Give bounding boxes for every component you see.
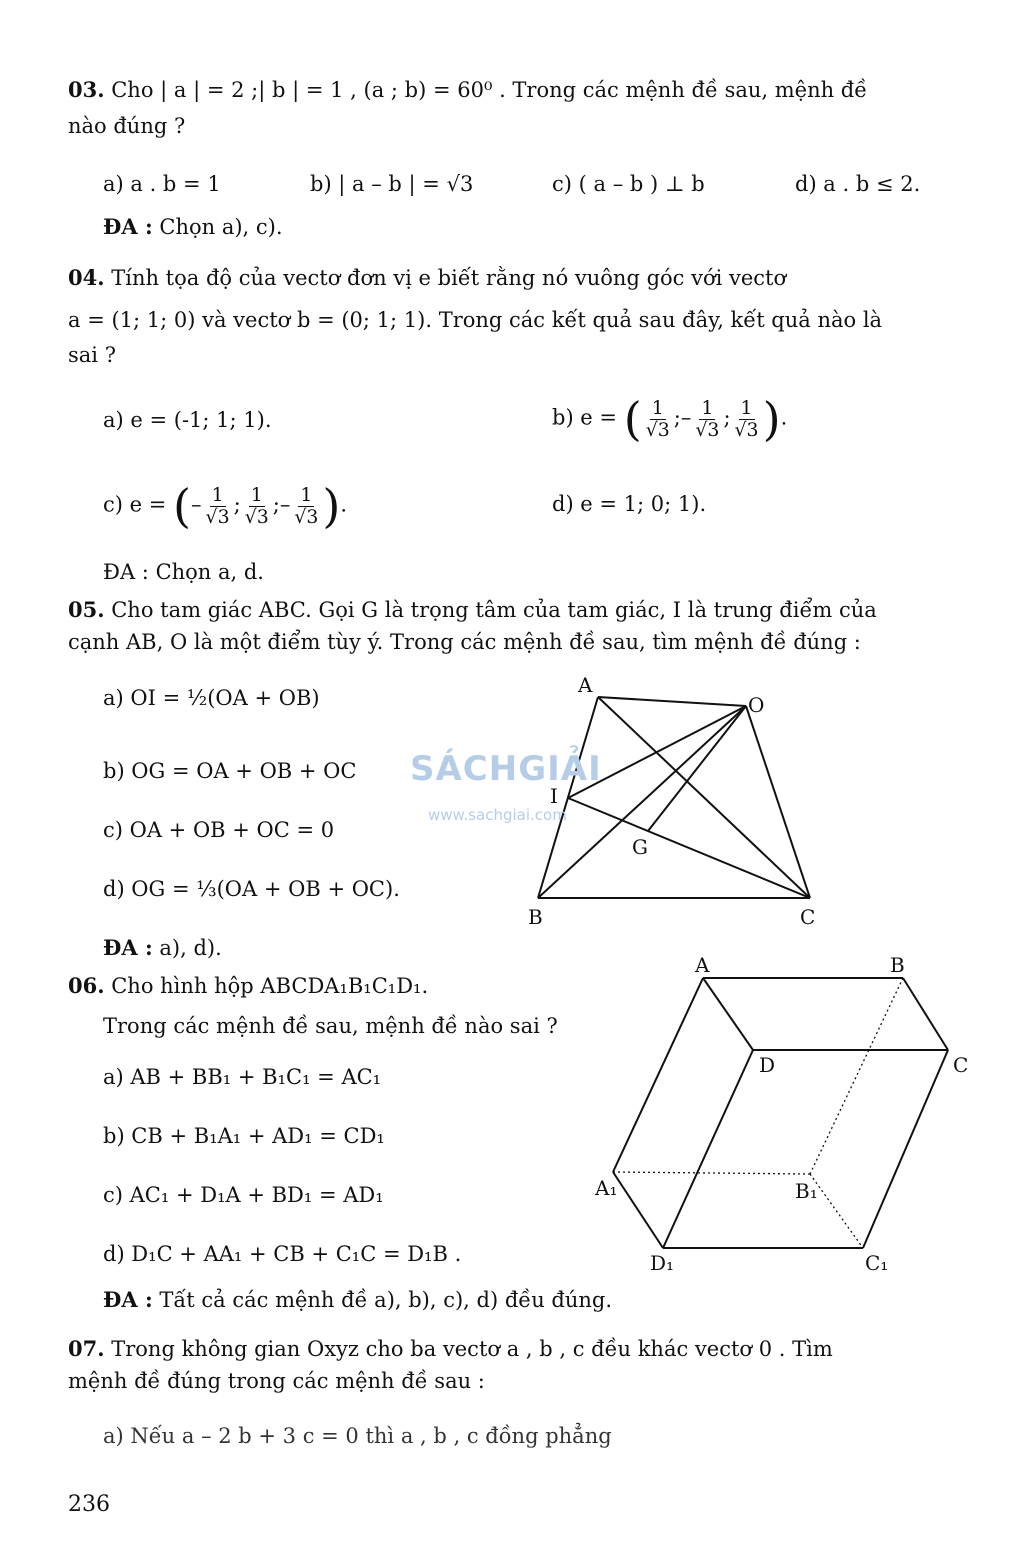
q06-option-b: b) CB + B₁A₁ + AD₁ = CD₁ bbox=[103, 1124, 385, 1148]
q06-option-d: d) D₁C + AA₁ + CB + C₁C = D₁B . bbox=[103, 1242, 462, 1266]
label-box-B1: B₁ bbox=[795, 1179, 818, 1203]
label-box-C: C bbox=[953, 1053, 969, 1077]
label-box-A1: A₁ bbox=[595, 1176, 618, 1200]
question-07 bbox=[68, 1335, 968, 1396]
q04-option-d: d) e = 1; 0; 1). bbox=[552, 492, 707, 516]
q06-option-c: c) AC₁ + D₁A + BD₁ = AD₁ bbox=[103, 1183, 384, 1207]
q04-line3: sai ? bbox=[68, 342, 116, 367]
watermark bbox=[410, 735, 640, 835]
q05-option-a: a) OI = ½(OA + OB) bbox=[103, 686, 320, 710]
segment-OG bbox=[648, 706, 746, 831]
q06-option-a: a) AB + BB₁ + B₁C₁ = AC₁ bbox=[103, 1065, 382, 1089]
watermark-brand: SÁCHGIẢI bbox=[410, 749, 602, 789]
label-G: G bbox=[632, 835, 648, 859]
q03-line2: nào đúng ? bbox=[68, 114, 186, 139]
q06-line1: Cho hình hộp ABCDA₁B₁C₁D₁. bbox=[111, 974, 429, 998]
q03-number: 03. bbox=[68, 77, 105, 102]
q05-option-b: b) OG = OA + OB + OC bbox=[103, 759, 357, 783]
q03-option-a: a) a . b = 1 bbox=[103, 172, 221, 196]
q05-answer: ĐA : a), d). bbox=[103, 935, 222, 960]
q03-option-b: b) | a – b | = √3 bbox=[310, 172, 474, 196]
q04-option-b: b) e = ( $\frac{1}{√3}$ ;– $\frac{1}{√3}$ ; $\frac{1}{√3}$ ). bbox=[552, 392, 788, 446]
q04-option-a: a) e = (-1; 1; 1). bbox=[103, 408, 272, 432]
segment-AO bbox=[598, 697, 746, 706]
q04-number: 04. bbox=[68, 265, 105, 290]
q05-number: 05. bbox=[68, 597, 105, 622]
label-box-D1: D₁ bbox=[650, 1251, 675, 1275]
q07-line2: mệnh đề đúng trong các mệnh đề sau : bbox=[68, 1369, 485, 1394]
q05-option-c: c) OA + OB + OC = 0 bbox=[103, 818, 335, 842]
segment-OC bbox=[746, 706, 810, 898]
question-05 bbox=[68, 596, 968, 657]
label-box-D: D bbox=[759, 1053, 776, 1077]
q04-line1: Tính tọa độ của vectơ đơn vị e biết rằng nó vuông góc với vectơ bbox=[111, 266, 787, 290]
q04-line2: a = (1; 1; 0) và vectơ b = (0; 1; 1). Trong các kết quả sau đây, kết quả nào là bbox=[68, 308, 883, 333]
q04-option-c: c) e = (– $\frac{1}{√3}$ ; $\frac{1}{√3}$ ;– $\frac{1}{√3}$ ). bbox=[103, 479, 348, 533]
q03-answer: ĐA : Chọn a), c). bbox=[103, 214, 283, 239]
label-C: C bbox=[800, 905, 816, 929]
watermark-url: www.sachgiai.com bbox=[428, 806, 567, 824]
q06-line2: Trong các mệnh đề sau, mệnh đề nào sai ? bbox=[103, 1014, 558, 1038]
label-I: I bbox=[550, 784, 558, 808]
label-A: A bbox=[578, 673, 593, 697]
q03-line1: 03. Cho | a | = 2 ;| b | = 1 , (a ; b) = 60⁰ . Trong các mệnh đề sau, mệnh đề bbox=[68, 77, 868, 102]
q06-answer: ĐA : Tất cả các mệnh đề a), b), c), d) đều đúng. bbox=[103, 1287, 613, 1312]
page-number: 236 bbox=[68, 1492, 110, 1517]
q07-line1: Trong không gian Oxyz cho ba vectơ a , b , c đều khác vectơ 0 . Tìm bbox=[111, 1337, 833, 1361]
q06-number: 06. bbox=[68, 973, 105, 998]
label-box-B: B bbox=[890, 953, 905, 977]
q04-answer: ĐA : Chọn a, d. bbox=[103, 560, 264, 584]
label-O: O bbox=[748, 693, 765, 717]
q03-option-c: c) ( a – b ) ⊥ b bbox=[552, 172, 705, 196]
q07-number: 07. bbox=[68, 1336, 105, 1361]
question-04 bbox=[68, 264, 968, 369]
q05-option-d: d) OG = ⅓(OA + OB + OC). bbox=[103, 877, 400, 901]
label-B: B bbox=[528, 905, 543, 929]
q05-line2: cạnh AB, O là một điểm tùy ý. Trong các mệnh đề sau, tìm mệnh đề đúng : bbox=[68, 630, 861, 655]
q07-option-a: a) Nếu a – 2 b + 3 c = 0 thì a , b , c đồng phẳng bbox=[103, 1424, 612, 1448]
label-box-A: A bbox=[695, 953, 710, 977]
q03-option-d: d) a . b ≤ 2. bbox=[795, 172, 921, 196]
question-03 bbox=[68, 76, 968, 141]
q05-line1: Cho tam giác ABC. Gọi G là trọng tâm của tam giác, I là trung điểm của bbox=[111, 598, 877, 622]
label-box-C1: C₁ bbox=[865, 1251, 889, 1275]
box-figure bbox=[585, 952, 985, 1282]
question-06 bbox=[68, 972, 588, 1000]
